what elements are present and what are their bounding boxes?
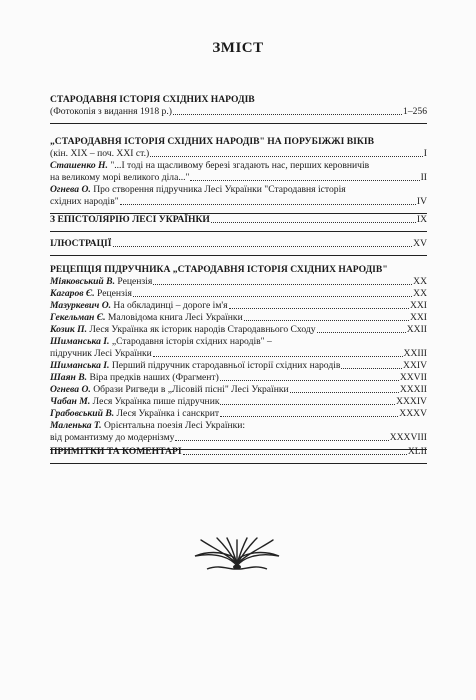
- toc-entry-text: На обкладинці – дороге ім'я: [113, 300, 228, 311]
- toc-section-6: [50, 446, 427, 468]
- leader-dots: [220, 380, 399, 381]
- toc-author: Міяковський В.: [50, 276, 115, 287]
- toc-entry-continuation[interactable]: [50, 432, 427, 444]
- toc-entry-text: Орієнтальна поезія Лесі Українки:: [103, 420, 246, 431]
- leader-dots: [183, 454, 407, 455]
- toc-author: Шаян В.: [50, 372, 88, 383]
- leader-dots: [175, 440, 388, 441]
- toc-entry[interactable]: [50, 276, 427, 288]
- toc-entry-text: Леся Українка пише підручник: [92, 396, 220, 407]
- leader-dots: [190, 180, 419, 181]
- toc-entry-text: Про створення підручника Лесі Українки "Стародавня історія: [93, 184, 346, 195]
- toc-author: Козик П.: [50, 324, 88, 335]
- toc-author: Сташенко Н.: [50, 160, 108, 171]
- toc-page-number: 1–256: [403, 106, 427, 117]
- toc-author: Гекельман Є.: [50, 312, 106, 323]
- toc-entry-text: Рецензія: [117, 276, 153, 287]
- toc-entry[interactable]: [50, 446, 427, 458]
- toc-entry-text: Леся Українка як історик народів Стародавнього Сходу: [89, 324, 316, 335]
- toc-section-heading: „СТАРОДАВНЯ ІСТОРІЯ СХІДНИХ НАРОДІВ" НА ПОРУБІЖЖІ ВІКІВ: [50, 136, 375, 147]
- leader-dots: [220, 416, 398, 417]
- toc-page-number: XXXVIII: [389, 432, 427, 443]
- toc-page-number: IX: [416, 214, 427, 225]
- toc-section-4: [50, 238, 427, 260]
- toc-page-number: II: [420, 172, 427, 183]
- toc-author: Шиманська І.: [50, 336, 110, 347]
- ornament-icon: [187, 536, 287, 572]
- toc-entry[interactable]: [50, 360, 427, 372]
- toc-entry-text: на великому морі великого діла...": [50, 172, 190, 183]
- leader-dots: [150, 156, 423, 157]
- toc-entry-continuation[interactable]: [50, 172, 427, 184]
- toc-section-heading: СТАРОДАВНЯ ІСТОРІЯ СХІДНИХ НАРОДІВ: [50, 94, 255, 105]
- toc-page-number: XXVII: [399, 372, 427, 383]
- toc-entry[interactable]: [50, 324, 427, 336]
- toc-section-1: [50, 94, 427, 128]
- toc-page-number: XXXIV: [396, 396, 427, 407]
- toc-entry[interactable]: [50, 288, 427, 300]
- toc-page-number: XXXV: [399, 408, 427, 419]
- toc-entry[interactable]: [50, 214, 427, 226]
- toc-page-number: XXII: [406, 324, 427, 335]
- divider: [50, 255, 427, 256]
- toc-entry-continuation[interactable]: [50, 348, 427, 360]
- toc-entry[interactable]: [50, 396, 427, 408]
- toc-entry-text: "...І тоді на щасливому березі згадають нас, перших керовничів: [110, 160, 370, 171]
- toc-section-5: [50, 264, 427, 454]
- toc-entry-text: Перший підручник стародавньої історії східних народів: [111, 360, 341, 371]
- leader-dots: [220, 404, 395, 405]
- toc-entry-text: Рецензія: [97, 288, 132, 299]
- toc-section-heading: З ЕПІСТОЛЯРІЮ ЛЕСІ УКРАЇНКИ: [50, 214, 210, 225]
- toc-author: Шиманська І.: [50, 360, 110, 371]
- toc-entry[interactable]: [50, 336, 427, 348]
- toc-section-heading: ПРИМІТКИ ТА КОМЕНТАРІ: [50, 446, 182, 457]
- toc-entry-text: Леся Українка і санскрит: [116, 408, 220, 419]
- leader-dots: [211, 222, 416, 223]
- toc-page-number: XXXII: [399, 384, 427, 395]
- leader-dots: [133, 296, 412, 297]
- divider: [50, 231, 427, 232]
- toc-entry-text: підручник Лесі Українки: [50, 348, 152, 359]
- toc-author: Огнева О.: [50, 184, 91, 195]
- toc-page-number: XX: [413, 276, 427, 287]
- toc-page-number: XXIV: [403, 360, 427, 371]
- toc-entry[interactable]: [50, 408, 427, 420]
- toc-page-number: XX: [413, 288, 427, 299]
- toc-author: Мазуркевич О.: [50, 300, 112, 311]
- toc-entry[interactable]: [50, 160, 427, 172]
- toc-section-2: [50, 136, 427, 218]
- leader-dots: [173, 114, 402, 115]
- toc-page-number: XV: [413, 238, 427, 249]
- leader-dots: [153, 356, 403, 357]
- toc-author: Кагаров Є.: [50, 288, 95, 299]
- toc-author: Чабан М.: [50, 396, 91, 407]
- toc-entry[interactable]: [50, 184, 427, 196]
- toc-entry[interactable]: [50, 148, 427, 160]
- leader-dots: [153, 284, 412, 285]
- leader-dots: [120, 204, 416, 205]
- toc-entry[interactable]: [50, 300, 427, 312]
- toc-entry[interactable]: [50, 384, 427, 396]
- toc-entry-text: Маловідома книга Лесі Українки: [107, 312, 243, 323]
- toc-author: Огнева О.: [50, 384, 91, 395]
- toc-section-heading: ІЛЮСТРАЦІЇ: [50, 238, 112, 249]
- toc-entry-text: Образи Ригведи в „Лісовій пісні" Лесі Українки: [93, 384, 289, 395]
- toc-entry[interactable]: [50, 106, 427, 118]
- toc-entry-text: (Фотокопія з видання 1918 р.): [50, 106, 172, 117]
- leader-dots: [229, 308, 409, 309]
- toc-page-number: XLII: [407, 446, 427, 457]
- toc-section-heading: РЕЦЕПЦІЯ ПІДРУЧНИКА „СТАРОДАВНЯ ІСТОРІЯ СХІДНИХ НАРОДІВ": [50, 264, 388, 275]
- toc-entry-text: „Стародавня історія східних народів" –: [111, 336, 272, 347]
- leader-dots: [341, 368, 402, 369]
- toc-entry[interactable]: [50, 420, 427, 432]
- toc-entry-text: від романтизму до модернізму: [50, 432, 175, 443]
- leader-dots: [317, 332, 406, 333]
- toc-page-number: I: [423, 148, 427, 159]
- toc-author: Грабовський В.: [50, 408, 115, 419]
- toc-entry-text: (кін. ХІХ – поч. ХХІ ст.): [50, 148, 150, 159]
- divider: [50, 123, 427, 124]
- toc-page-number: XXI: [409, 300, 427, 311]
- toc-entry-text: східних народів": [50, 196, 119, 207]
- divider: [50, 463, 427, 464]
- toc-entry[interactable]: [50, 372, 427, 384]
- toc-author: Маленька Т.: [50, 420, 102, 431]
- toc-entry[interactable]: [50, 312, 427, 324]
- leader-dots: [113, 246, 413, 247]
- toc-section-3: [50, 214, 427, 236]
- page-title: ЗМІСТ: [212, 40, 264, 56]
- toc-page-number: IV: [416, 196, 427, 207]
- leader-dots: [244, 320, 409, 321]
- toc-page-number: XXI: [409, 312, 427, 323]
- toc-entry[interactable]: [50, 238, 427, 250]
- leader-dots: [290, 392, 399, 393]
- toc-page-number: XXIII: [403, 348, 427, 359]
- toc-entry-continuation[interactable]: [50, 196, 427, 208]
- toc-entry-text: Віра предків наших (Фрагмент): [89, 372, 219, 383]
